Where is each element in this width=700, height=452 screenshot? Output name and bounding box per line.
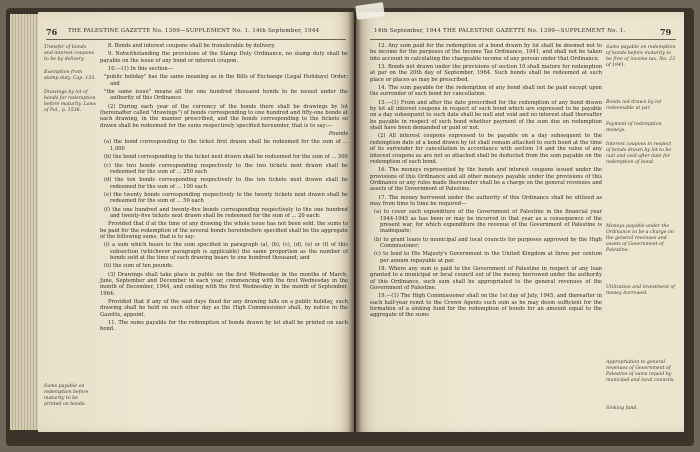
paragraph: (a) to cover such expenditure of the Government of Palestine in the financial year 1944-1945 as has been or may be incurred in that year as a consequence of the present war, for which expenditure the revenue of the Government of Palestine is inadequate; xyxy=(374,209,602,235)
paragraph: (f) the one hundred and twenty-five bonds corresponding respectively to the one hundred and twenty-five tickets next drawn shall be redeemed for the sum of ... 20 each: xyxy=(104,206,348,219)
paragraph: "public holiday" has the same meaning as in the Bills of Exchange (Legal Holidays) Order; and xyxy=(104,74,348,87)
paragraph: (b) to grant loans to municipal and local councils for purposes approved by the High Commissioner; xyxy=(374,236,602,249)
paragraph: 11. The sums payable for the redemption of bonds drawn by lot shall be printed on each bond. xyxy=(100,320,348,333)
body-text xyxy=(100,43,348,335)
header-rule xyxy=(370,39,676,40)
running-header: THE PALESTINE GAZETTE No. 1399—SUPPLEMENT No. 1. 14th September, 1944 xyxy=(68,28,320,34)
left-page xyxy=(38,12,354,432)
margin-note: Bonds not drawn by lot redeemable at par. xyxy=(606,100,662,111)
paragraph: Provided that if at the time of any drawing the whole issue has not been sold, the sums to be paid for the redemption of the several bonds hereinbefore specified shall be the aggregate of the following sums, that is to say: xyxy=(100,221,348,240)
running-header: 14th September, 1944 THE PALESTINE GAZETTE No. 1399—SUPPLEMENT No. 1. xyxy=(374,28,626,34)
book-gutter xyxy=(348,12,362,432)
paragraph: Provided that if any of the said days fixed for any drawing falls on a public holiday, such drawing shall be held on such other day as the High Commissioner shall, by notice in the Gazette, appoint. xyxy=(100,299,348,318)
paragraph: 8. Bonds and interest coupons shall be transferable by delivery. xyxy=(108,43,276,49)
margin-note: Exemption from stamp duty. Cap. 133. xyxy=(44,70,96,81)
paragraph: "the same issue" means all the one hundred thousand bonds to be issued under the authority of this Ordinance. xyxy=(104,89,348,102)
margin-note: Interest coupons in respect of bonds drawn by lot to be null and void after date for redemption of bond. xyxy=(606,142,672,165)
margin-note: Sums payable on redemption before maturity to be printed on bonds. xyxy=(44,384,89,407)
paragraph: 13. Bonds not drawn under the provisions of section 10 shall mature for redemption at par on the 20th day of September, 1964. Such bonds shall be redeemed at such place or places as may be prescribed. xyxy=(370,64,602,83)
body-text xyxy=(370,43,602,321)
paragraph: (b) the bond corresponding to the ticket next drawn shall be redeemed for the sum of ... 500 xyxy=(104,154,348,161)
paragraph: (c) to lend to His Majesty's Government in the United Kingdom at three per centum per annum repayable at par. xyxy=(374,251,602,264)
paragraph: (3) Drawings shall take place in public on the first Wednesday in the months of March, June, September and December in each year, commencing with the first Wednesday in the month of December, 1944, and ending with the first Wednesday in the month of September, 1964: xyxy=(100,271,348,297)
margin-note: Payment of redemption moneys. xyxy=(606,122,662,133)
header-rule xyxy=(46,39,346,40)
paragraph: (ii) the sum of ten pounds. xyxy=(104,263,174,270)
margin-note: Moneys payable under the Ordinance to be a charge on the general revenues and assets of Government of Palestine. xyxy=(606,224,674,253)
paragraph: 16. The moneys represented by the bonds and interest coupons issued under the provisions of this Ordinance and all other moneys payable under the provisions of this Ordinance or any rules made thereunder shall be a charge on the general revenues and assets of the Government of Palestine. xyxy=(370,167,602,193)
paragraph: 18. Where any sum is paid to the Government of Palestine in respect of any loan granted to a municipal or local council out of the money borrowed under the authority of this Ordinance, such sum shall be appropriated to the general revenues of the Government of Palestine. xyxy=(370,266,602,292)
margin-note: Utilization and investment of money borrowed. xyxy=(606,285,676,296)
page-edges xyxy=(10,14,40,430)
paragraph: (i) a sum which bears to the sum specified in paragraph (a), (b), (c), (d), (e) or (f) of this subsection (whichever paragraph is applicable) the same proportion as the number of bonds sold at the time of such drawing bears to one hundred thousand; and xyxy=(104,242,348,261)
margin-note: Transfer of bonds and interest coupons to be by delivery. xyxy=(44,45,94,62)
paragraph: (d) the ten bonds corresponding respectively to the ten tickets next drawn shall be redeemed for the sum of ... 100 each xyxy=(104,177,348,190)
paragraph: (2) All interest coupons expressed to be payable on a day subsequent to the redemption date of a bond drawn by lot shall remain attached to such bond at the time of its surrender for cancellation in accordance with section 14 and the value of any interest coupons as are not so attached shall be deducted from the sum payable on the redemption of such bond. xyxy=(370,133,602,165)
paragraph: 9. Notwithstanding the provisions of the Stamp Duty Ordinance, no stamp duty shall be payable on the issue of any bond or interest coupon. xyxy=(100,51,348,64)
paragraph: 14. The sum payable for the redemption of any bond shall not be paid except upon the surrender of such bond for cancellation. xyxy=(370,85,602,98)
paragraph: 12. Any sum paid for the redemption of a bond drawn by lot shall be deemed not to be income for the purposes of the Income Tax Ordinance, 1941, and shall not be taken into account in calculating the chargeable income of any person under that Ordinance. xyxy=(370,43,602,62)
paragraph: 10.—(1) In this section— xyxy=(108,66,173,73)
paragraph: 15.—(1) From and after the date prescribed for the redemption of any bond drawn by lot all interest coupons in respect of such bond which are expressed to be payable on a day subsequent to such date shall be null and void and no interest shall thereafter be payable in respect of such bond whether payment of the sum due on redemption shall have been demanded or paid or not. xyxy=(370,99,602,132)
paragraph: (2) During each year of the currency of the bonds there shall be drawings by lot (hereinafter called "drawings") of bonds corresponding to one hundred and fifty-one bonds at each drawing, in the manner prescribed, and the bonds corresponding to the tickets so drawn shall be redeemed for the sums respectively specified hereunder, that is to say:— xyxy=(100,103,348,129)
paragraph: (e) the twenty bonds corresponding respectively to the twenty tickets next drawn shall be redeemed for the sum of ... 50 each xyxy=(104,191,348,205)
margin-note: Sinking fund. xyxy=(606,406,638,411)
margin-note: Appropriation to general revenues of Government of Palestine of sums repaid by municipal and local councils. xyxy=(606,360,675,383)
right-page xyxy=(356,12,684,432)
paragraph: 19.—(1) The High Commissioner shall on the 1st day of July, 1945, and thereafter in each half-year remit to the Crown Agents such sum as he may deem sufficient for the formation of a sinking fund for the redemption of bonds for an amount equal to the aggregate of the sums xyxy=(370,293,602,319)
paragraph: 17. The money borrowed under the authority of this Ordinance shall be utilized as may from time to time be required— xyxy=(370,194,602,207)
margin-note: Sums payable on redemption of bonds before maturity to be free of income tax. No. 23 of 1941. xyxy=(606,45,676,68)
paragraph: (c) the two bonds corresponding respectively to the two tickets next drawn shall be redeemed for the sum of ... 250 each xyxy=(104,162,348,175)
page-number: 76 xyxy=(46,27,58,37)
paragraph: (a) the bond corresponding to the ticket first drawn shall be redeemed for the sum of ... 1,000 xyxy=(104,139,348,152)
page-number: 79 xyxy=(660,27,672,37)
pounds-label: Pounds xyxy=(328,131,348,138)
margin-note: Drawings by lot of bonds for redemption before maturity. Laws of Pal., p. 1536. xyxy=(44,90,96,113)
